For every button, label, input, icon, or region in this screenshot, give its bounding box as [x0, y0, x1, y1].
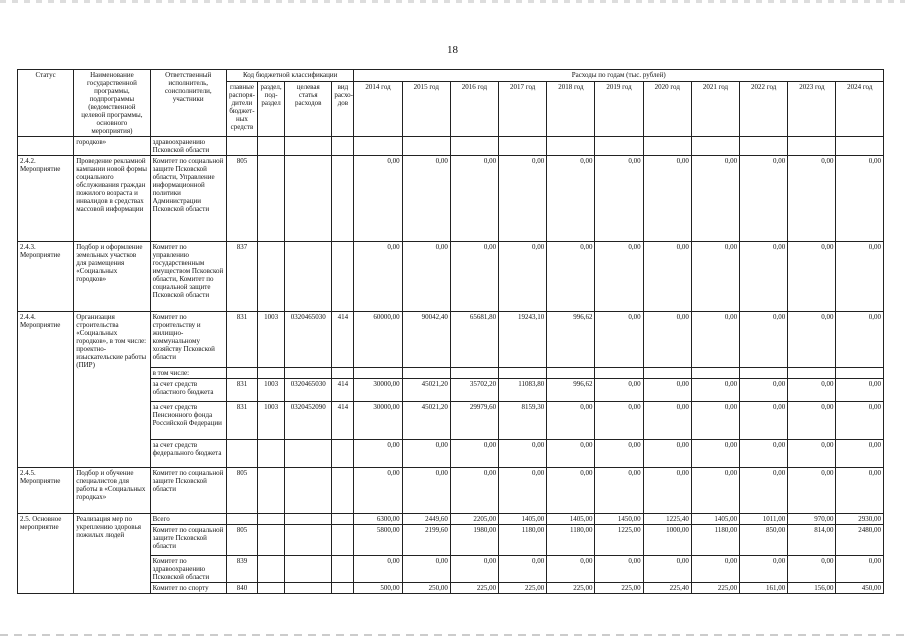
executor-cell: Комитет по строительству и жилищно-коммунальному хозяйству Псковской области	[150, 312, 226, 368]
header-vr: вид расхо-дов	[332, 81, 354, 136]
vr-cell	[332, 440, 354, 468]
value-cell: 0,00	[595, 556, 643, 583]
value-cell: 11083,80	[499, 379, 547, 402]
value-cell: 225,00	[691, 583, 739, 594]
cst-cell	[285, 440, 332, 468]
value-cell: 0,00	[547, 556, 595, 583]
value-cell	[547, 368, 595, 379]
cst-cell	[285, 368, 332, 379]
header-year: 2016 год	[450, 81, 498, 136]
value-cell	[595, 368, 643, 379]
grbs-cell: 831	[226, 312, 257, 368]
value-cell: 0,00	[788, 156, 836, 242]
vr-cell	[332, 583, 354, 594]
value-cell: 225,00	[450, 583, 498, 594]
cst-cell	[285, 514, 332, 525]
value-cell: 0,00	[643, 379, 691, 402]
value-cell: 1405,00	[547, 514, 595, 525]
value-cell: 30000,00	[354, 402, 402, 440]
cst-cell	[285, 583, 332, 594]
header-year: 2017 год	[499, 81, 547, 136]
value-cell: 2205,00	[450, 514, 498, 525]
value-cell: 0,00	[740, 312, 788, 368]
value-cell: 156,00	[788, 583, 836, 594]
value-cell: 0,00	[836, 312, 884, 368]
cst-cell: 0320465030	[285, 379, 332, 402]
header-year: 2019 год	[595, 81, 643, 136]
header-year: 2023 год	[788, 81, 836, 136]
header-grbs: главные распоря-дители бюджет-ных средств	[226, 81, 257, 136]
value-cell: 225,00	[547, 583, 595, 594]
value-cell: 0,00	[691, 556, 739, 583]
header-year: 2021 год	[691, 81, 739, 136]
value-cell: 0,00	[643, 156, 691, 242]
value-cell: 0,00	[499, 156, 547, 242]
executor-cell: Комитет по социальной защите Псковской области	[150, 525, 226, 556]
value-cell: 0,00	[547, 242, 595, 312]
header-year: 2014 год	[354, 81, 402, 136]
value-cell: 996,62	[547, 379, 595, 402]
header-year: 2022 год	[740, 81, 788, 136]
header-kbk: Код бюджетной классификации	[226, 70, 354, 82]
value-cell: 0,00	[691, 156, 739, 242]
value-cell: 0,00	[788, 468, 836, 514]
value-cell: 0,00	[643, 440, 691, 468]
grbs-cell: 805	[226, 156, 257, 242]
header-year: 2024 год	[836, 81, 884, 136]
grbs-cell: 837	[226, 242, 257, 312]
executor-cell: Всего	[150, 514, 226, 525]
executor-cell: Комитет по социальной защите Псковской области, Управление информационной политики Администрации Псковской области	[150, 156, 226, 242]
table-row	[18, 312, 884, 368]
razdel-cell	[258, 468, 285, 514]
header-executor: Ответственный исполнитель, соисполнители, участники	[150, 70, 226, 137]
grbs-cell: 839	[226, 556, 257, 583]
cst-cell	[285, 242, 332, 312]
cst-cell	[285, 156, 332, 242]
value-cell: 0,00	[740, 156, 788, 242]
value-cell: 0,00	[595, 379, 643, 402]
value-cell: 0,00	[450, 440, 498, 468]
value-cell: 8159,30	[499, 402, 547, 440]
header-year: 2020 год	[643, 81, 691, 136]
value-cell: 0,00	[740, 402, 788, 440]
value-cell: 0,00	[788, 556, 836, 583]
value-cell: 0,00	[740, 468, 788, 514]
value-cell: 1000,00	[643, 525, 691, 556]
vr-cell	[332, 468, 354, 514]
header-row-1	[18, 70, 884, 82]
value-cell: 850,00	[740, 525, 788, 556]
value-cell: 45021,20	[402, 402, 450, 440]
value-cell: 35702,20	[450, 379, 498, 402]
value-cell	[836, 368, 884, 379]
value-cell: 2449,60	[402, 514, 450, 525]
value-cell	[402, 368, 450, 379]
header-expenses: Расходы по годам (тыс. рублей)	[354, 70, 884, 82]
value-cell: 0,00	[354, 556, 402, 583]
razdel-cell: 1003	[258, 379, 285, 402]
executor-cell: за счет средств областного бюджета	[150, 379, 226, 402]
value-cell: 250,00	[402, 583, 450, 594]
value-cell: 1980,00	[450, 525, 498, 556]
header-status: Статус	[18, 70, 74, 137]
value-cell: 90042,40	[402, 312, 450, 368]
value-cell: 0,00	[354, 242, 402, 312]
executor-cell: Комитет по управлению государственным имуществом Псковской области, Комитет по социальной защите Псковской области	[150, 242, 226, 312]
vr-cell: 414	[332, 312, 354, 368]
table-row	[18, 242, 884, 312]
value-cell: 0,00	[450, 242, 498, 312]
value-cell: 29979,60	[450, 402, 498, 440]
value-cell: 2480,00	[836, 525, 884, 556]
razdel-cell	[258, 368, 285, 379]
value-cell: 30000,00	[354, 379, 402, 402]
value-cell: 0,00	[836, 468, 884, 514]
value-cell: 19243,10	[499, 312, 547, 368]
grbs-cell: 831	[226, 379, 257, 402]
value-cell: 65681,80	[450, 312, 498, 368]
executor-cell: за счет средств федерального бюджета	[150, 440, 226, 468]
value-cell: 0,00	[402, 156, 450, 242]
cst-cell: 0320465030	[285, 312, 332, 368]
razdel-cell	[258, 440, 285, 468]
grbs-cell: 805	[226, 525, 257, 556]
value-cell: 0,00	[595, 242, 643, 312]
value-cell: 0,00	[643, 556, 691, 583]
value-cell: 0,00	[499, 468, 547, 514]
name-cell: Проведение рекламной кампании новой формы социального обслуживания граждан пожилого возраста и инвалидов в средствах массовой информации	[74, 156, 150, 242]
value-cell: 0,00	[547, 156, 595, 242]
value-cell: 0,00	[354, 468, 402, 514]
table-row	[18, 468, 884, 514]
value-cell: 0,00	[402, 468, 450, 514]
value-cell: 0,00	[836, 402, 884, 440]
value-cell: 1180,00	[691, 525, 739, 556]
vr-cell	[332, 368, 354, 379]
value-cell: 0,00	[402, 242, 450, 312]
value-cell: 1450,00	[595, 514, 643, 525]
vr-cell	[332, 156, 354, 242]
value-cell: 0,00	[643, 402, 691, 440]
grbs-cell	[226, 440, 257, 468]
value-cell: 0,00	[595, 156, 643, 242]
value-cell	[499, 368, 547, 379]
value-cell: 814,00	[788, 525, 836, 556]
status-cell: 2.5. Основное мероприятие	[18, 514, 74, 594]
table-row	[18, 514, 884, 525]
value-cell: 6300,00	[354, 514, 402, 525]
value-cell: 0,00	[788, 242, 836, 312]
value-cell: 0,00	[788, 402, 836, 440]
vr-cell	[332, 242, 354, 312]
vr-cell: 414	[332, 402, 354, 440]
value-cell: 45021,20	[402, 379, 450, 402]
table-row	[18, 156, 884, 242]
executor-cell: Комитет по здравоохранению Псковской области	[150, 556, 226, 583]
value-cell: 1225,40	[643, 514, 691, 525]
vr-cell	[332, 525, 354, 556]
cst-cell: 0320452090	[285, 402, 332, 440]
status-cell: 2.4.3. Мероприятие	[18, 242, 74, 312]
value-cell: 0,00	[740, 379, 788, 402]
razdel-cell	[258, 514, 285, 525]
value-cell: 0,00	[691, 440, 739, 468]
status-cell: 2.4.2. Мероприятие	[18, 156, 74, 242]
value-cell: 161,00	[740, 583, 788, 594]
executor-cell: Комитет по спорту	[150, 583, 226, 594]
value-cell: 1180,00	[547, 525, 595, 556]
value-cell: 0,00	[836, 379, 884, 402]
vr-cell	[332, 556, 354, 583]
value-cell	[740, 368, 788, 379]
table-row	[18, 137, 884, 156]
header-year: 2018 год	[547, 81, 595, 136]
value-cell: 0,00	[643, 312, 691, 368]
value-cell: 225,00	[595, 583, 643, 594]
value-cell	[788, 368, 836, 379]
value-cell: 0,00	[836, 440, 884, 468]
value-cell	[691, 368, 739, 379]
value-cell: 0,00	[643, 242, 691, 312]
value-cell: 0,00	[691, 312, 739, 368]
value-cell: 0,00	[836, 556, 884, 583]
value-cell: 60000,00	[354, 312, 402, 368]
value-cell: 1405,00	[499, 514, 547, 525]
cst-cell	[285, 468, 332, 514]
status-cell: 2.4.4. Мероприятие	[18, 312, 74, 468]
value-cell: 0,00	[740, 556, 788, 583]
value-cell: 970,00	[788, 514, 836, 525]
scan-artifact-bottom	[0, 634, 905, 636]
value-cell	[354, 368, 402, 379]
value-cell: 0,00	[354, 156, 402, 242]
value-cell: 225,00	[499, 583, 547, 594]
value-cell: 0,00	[595, 440, 643, 468]
cst-cell	[285, 525, 332, 556]
razdel-cell	[258, 583, 285, 594]
razdel-cell	[258, 525, 285, 556]
executor-cell: в том числе:	[150, 368, 226, 379]
vr-cell: 414	[332, 379, 354, 402]
grbs-cell: 805	[226, 468, 257, 514]
name-cell: Подбор и оформление земельных участков для размещения «Социальных городков»	[74, 242, 150, 312]
value-cell: 0,00	[691, 242, 739, 312]
name-cell: Реализация мер по укреплению здоровья пожилых людей	[74, 514, 150, 594]
value-cell: 0,00	[547, 440, 595, 468]
header-razdel: раздел, под-раздел	[258, 81, 285, 136]
value-cell: 225,40	[643, 583, 691, 594]
grbs-cell: 840	[226, 583, 257, 594]
vr-cell	[332, 514, 354, 525]
value-cell: 0,00	[450, 556, 498, 583]
name-cell: Организация строительства «Социальных городков», в том числе: проектно-изыскательские работы (ПИР)	[74, 312, 150, 468]
status-cell	[18, 137, 74, 156]
value-cell: 0,00	[836, 156, 884, 242]
value-cell: 0,00	[836, 242, 884, 312]
value-cell: 1225,00	[595, 525, 643, 556]
value-cell: 0,00	[740, 440, 788, 468]
budget-table	[17, 69, 884, 594]
value-cell: 0,00	[499, 242, 547, 312]
value-cell: 0,00	[691, 379, 739, 402]
value-cell: 1405,00	[691, 514, 739, 525]
value-cell: 500,00	[354, 583, 402, 594]
grbs-cell: 831	[226, 402, 257, 440]
value-cell	[643, 368, 691, 379]
grbs-cell	[226, 514, 257, 525]
value-cell: 1011,00	[740, 514, 788, 525]
status-cell: 2.4.5. Мероприятие	[18, 468, 74, 514]
executor-cell: за счет средств Пенсионного фонда Российской Федерации	[150, 402, 226, 440]
name-cell: Подбор и обучение специалистов для работы в «Социальных городках»	[74, 468, 150, 514]
razdel-cell	[258, 242, 285, 312]
value-cell: 2930,00	[836, 514, 884, 525]
value-cell: 0,00	[450, 468, 498, 514]
value-cell: 0,00	[643, 468, 691, 514]
executor-cell: здравоохранению Псковской области	[150, 137, 226, 156]
name-cell: городков»	[74, 137, 150, 156]
executor-cell: Комитет по социальной защите Псковской области	[150, 468, 226, 514]
header-year: 2015 год	[402, 81, 450, 136]
value-cell	[450, 368, 498, 379]
value-cell: 996,62	[547, 312, 595, 368]
value-cell: 0,00	[402, 556, 450, 583]
header-name: Наименование государственной программы, подпрограммы (ведомственной целевой программы, основного мероприятия)	[74, 70, 150, 137]
value-cell: 0,00	[595, 402, 643, 440]
page-number: 18	[447, 44, 458, 56]
value-cell: 5800,00	[354, 525, 402, 556]
scan-artifact-top	[0, 0, 905, 3]
value-cell: 450,00	[836, 583, 884, 594]
razdel-cell: 1003	[258, 402, 285, 440]
value-cell: 0,00	[595, 312, 643, 368]
value-cell: 0,00	[499, 556, 547, 583]
razdel-cell: 1003	[258, 312, 285, 368]
value-cell: 0,00	[402, 440, 450, 468]
value-cell: 0,00	[788, 312, 836, 368]
value-cell: 0,00	[547, 402, 595, 440]
value-cell: 0,00	[354, 440, 402, 468]
razdel-cell	[258, 556, 285, 583]
value-cell: 0,00	[788, 440, 836, 468]
grbs-cell	[226, 368, 257, 379]
value-cell: 0,00	[740, 242, 788, 312]
value-cell: 0,00	[595, 468, 643, 514]
cst-cell	[285, 556, 332, 583]
value-cell: 0,00	[450, 156, 498, 242]
razdel-cell	[258, 156, 285, 242]
value-cell: 0,00	[547, 468, 595, 514]
value-cell: 2199,60	[402, 525, 450, 556]
value-cell: 1180,00	[499, 525, 547, 556]
value-cell: 0,00	[691, 468, 739, 514]
value-cell: 0,00	[499, 440, 547, 468]
value-cell: 0,00	[691, 402, 739, 440]
header-cst: целевая статья расходов	[285, 81, 332, 136]
value-cell: 0,00	[788, 379, 836, 402]
